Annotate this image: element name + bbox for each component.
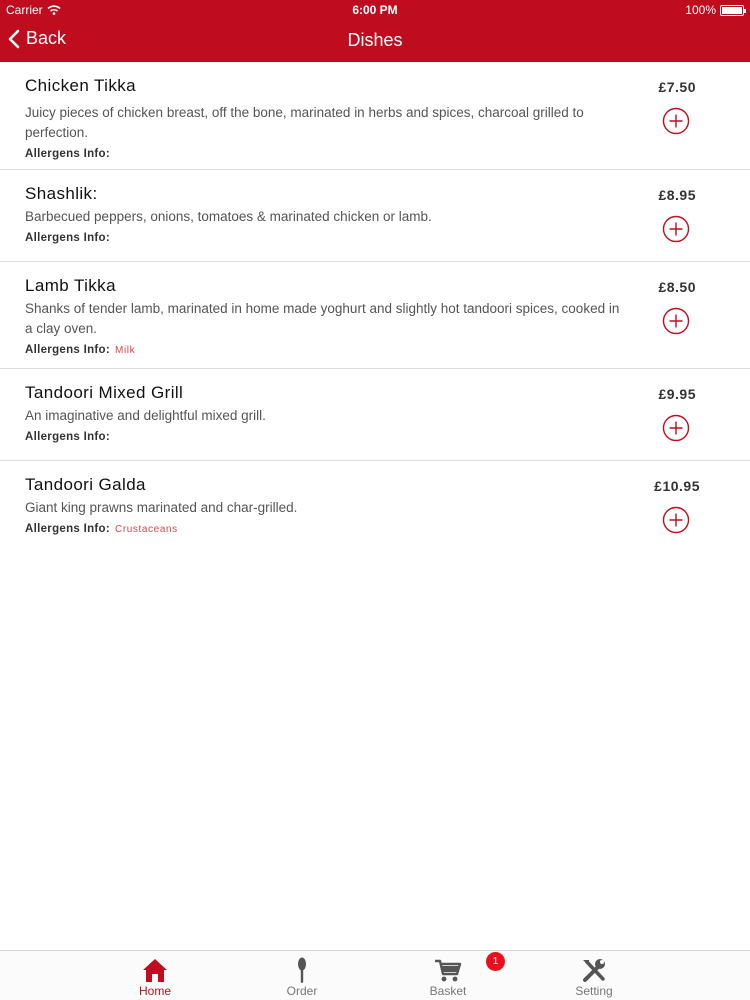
add-to-basket-icon[interactable] [662, 506, 690, 534]
dish-info [0, 369, 750, 443]
dish-description: Barbecued peppers, onions, tomatoes & marinated chicken or lamb. [25, 209, 432, 224]
tab-label: Basket [429, 984, 467, 998]
spoon-icon [287, 956, 317, 984]
allergens-info [25, 523, 630, 535]
battery-icon [720, 5, 744, 16]
dish-name: Shashlik: [25, 184, 98, 203]
tab-label: Setting [575, 984, 613, 998]
home-icon [140, 956, 170, 984]
dish-row[interactable] [0, 369, 750, 461]
dish-price: £8.95 [658, 187, 696, 203]
dish-name: Tandoori Galda [25, 475, 146, 494]
dish-row[interactable] [0, 262, 750, 369]
dish-description: Shanks of tender lamb, marinated in home made yoghurt and slightly hot tandoori spices, cooked in a clay oven. [25, 301, 620, 336]
dish-price: £9.95 [658, 386, 696, 402]
dish-price: £8.50 [658, 279, 696, 295]
battery-percent: 100% [685, 3, 716, 17]
add-to-basket-icon[interactable] [662, 307, 690, 335]
dish-info [0, 170, 750, 244]
add-to-basket-icon[interactable] [662, 107, 690, 135]
tab-home[interactable] [95, 951, 215, 1000]
allergens-value: Crustaceans [115, 524, 178, 535]
back-label: Back [26, 28, 67, 48]
allergens-label: Allergens Info: [25, 232, 111, 244]
dish-info [0, 461, 750, 535]
dish-price: £7.50 [658, 79, 696, 95]
allergens-label: Allergens Info: [25, 523, 111, 535]
tab-bar [0, 950, 750, 1000]
add-to-basket-icon[interactable] [662, 414, 690, 442]
allergens-info [25, 232, 630, 244]
dish-row[interactable] [0, 461, 750, 549]
allergens-info [25, 431, 630, 443]
tab-order[interactable] [242, 951, 362, 1000]
tab-label: Home [138, 984, 171, 998]
tab-setting[interactable] [534, 951, 654, 1000]
cart-icon [433, 956, 463, 984]
allergens-value: Milk [115, 345, 136, 356]
page-title: Dishes [347, 30, 403, 50]
dish-list [0, 62, 750, 549]
dish-info [0, 262, 750, 356]
dish-name: Lamb Tikka [25, 276, 116, 295]
status-right [685, 3, 744, 17]
status-bar [0, 0, 750, 20]
dish-info [0, 62, 750, 160]
dish-price: £10.95 [654, 478, 700, 494]
status-time: 6:00 PM [352, 3, 398, 17]
dish-description: An imaginative and delightful mixed grill. [25, 408, 266, 423]
tab-label: Order [286, 984, 318, 998]
dish-name: Tandoori Mixed Grill [25, 383, 184, 402]
app-header [0, 0, 750, 62]
dish-description: Juicy pieces of chicken breast, off the bone, marinated in herbs and spices, charcoal grilled to perfection. [25, 105, 584, 140]
add-to-basket-icon[interactable] [662, 215, 690, 243]
dish-row[interactable] [0, 62, 750, 170]
allergens-label: Allergens Info: [25, 431, 111, 443]
dish-row[interactable] [0, 170, 750, 262]
dish-name: Chicken Tikka [25, 76, 137, 95]
allergens-info [25, 344, 630, 356]
allergens-label: Allergens Info: [25, 148, 111, 160]
tools-icon [579, 956, 609, 984]
allergens-info [25, 148, 630, 160]
allergens-label: Allergens Info: [25, 344, 111, 356]
basket-count-badge: 1 [486, 952, 505, 971]
nav-bar [0, 20, 750, 62]
dish-description: Giant king prawns marinated and char-grilled. [25, 500, 298, 515]
carrier-label: Carrier [6, 3, 43, 17]
